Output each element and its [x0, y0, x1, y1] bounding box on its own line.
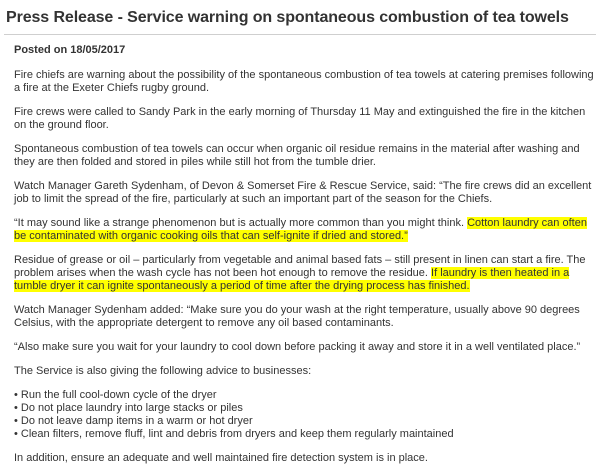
- highlighted-text: Cotton laundry can often be contaminated with organic cooking oils that can self-ignite if dried and stored.”: [14, 217, 587, 242]
- paragraph-residue: [14, 254, 598, 293]
- advice-list: [14, 389, 598, 441]
- paragraph-cool-down: “Also make sure you wait for your laundry to cool down before packing it away and store it in a well ventilated place.”: [14, 341, 581, 353]
- paragraph-advice-intro: The Service is also giving the following advice to businesses:: [14, 365, 312, 377]
- title-divider: [4, 34, 596, 35]
- list-item: • Do not place laundry into large stacks or piles: [14, 402, 598, 415]
- paragraph-phenomenon-text: “It may sound like a strange phenomenon but is actually more common than you might think.: [14, 217, 468, 229]
- article-body: [14, 44, 598, 476]
- list-item: • Run the full cool-down cycle of the dryer: [14, 389, 598, 402]
- list-item: • Clean filters, remove fluff, lint and debris from dryers and keep them regularly maintained: [14, 428, 598, 441]
- paragraph-watch-manager-quote: Watch Manager Gareth Sydenham, of Devon & Somerset Fire & Rescue Service, said: “The fire crews did an excellent job to limit the spread of the fire, particularly at such an important part of the season for the Chiefs.: [14, 180, 592, 205]
- page-title: Press Release - Service warning on spontaneous combustion of tea towels: [6, 9, 569, 26]
- paragraph-residue-text: Residue of grease or oil – particularly from vegetable and animal based fats – still present in linen can start a fire. The problem arises when the wash cycle has not been hot enough to remove the residue.: [14, 254, 586, 279]
- highlighted-text: If laundry is then heated in a tumble dryer it can ignite spontaneously a period of time after the drying process has finished.: [14, 267, 570, 292]
- list-item: • Do not leave damp items in a warm or hot dryer: [14, 415, 598, 428]
- paragraph-intro: Fire chiefs are warning about the possibility of the spontaneous combustion of tea towels at catering premises following a fire at the Exeter Chiefs rugby ground.: [14, 69, 594, 94]
- paragraph-fire-crews: Fire crews were called to Sandy Park in the early morning of Thursday 11 May and extinguished the fire in the kitchen on the ground floor.: [14, 106, 586, 131]
- paragraph-wash-advice: Watch Manager Sydenham added: “Make sure you do your wash at the right temperature, usually above 90 degrees Celsius, with the appropriate detergent to remove any oil based contaminants.: [14, 304, 580, 329]
- paragraph-phenomenon: [14, 217, 598, 243]
- posted-date: Posted on 18/05/2017: [14, 44, 126, 56]
- paragraph-detection: In addition, ensure an adequate and well maintained fire detection system is in place.: [14, 452, 428, 464]
- paragraph-combustion-cause: Spontaneous combustion of tea towels can occur when organic oil residue remains in the material after washing and they are then folded and stored in piles while still hot from the tumble drier.: [14, 143, 580, 168]
